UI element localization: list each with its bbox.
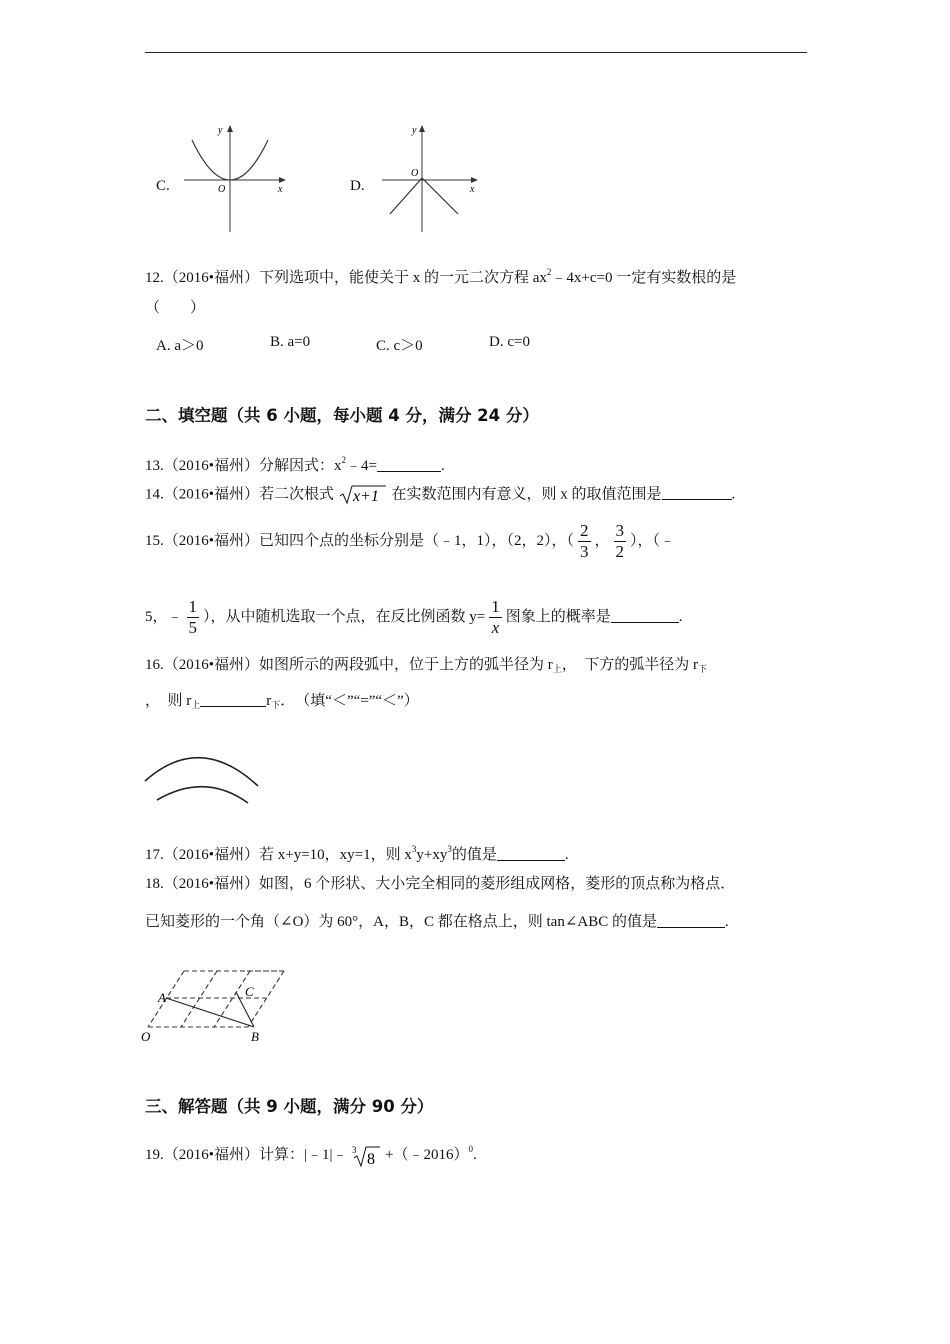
sqrt-expression [338,484,388,506]
option-d-label: D. [350,178,365,194]
question-17: 17.（2016•福州）若 x+y=10，xy=1，则 $x^3y+xy^3$的值是 . [145,844,569,863]
answer-blank [662,485,732,500]
q12-option-c: C. c＞0 [376,338,423,354]
question-15-line-1: 15.（2016•福州）已知四个点的坐标分别是（﹣1，1），（2，2），（ $\frac{2}{3}$ ， $\frac{3}{2}$ ），（﹣ [145,521,676,562]
fraction-3-2: $\frac{3}{2}$ [615,521,625,562]
question-12: 12.（2016•福州）下列选项中，能使关于 x 的一元二次方程 $ax^2﹣4x+c=0$ 一定有实数根的是 [145,267,737,286]
answer-blank [200,692,266,707]
answer-blank [377,457,441,472]
q12-option-d: D. c=0 [489,334,530,350]
section-2-title: 二、填空题（共 6 小题，每小题 4 分，满分 24 分） [145,406,539,425]
graph-d-x-label: x [470,184,475,195]
question-16-line-1: 16.（2016•福州）如图所示的两段弧中，位于上方的弧半径为 $r_上$， 下方的弧半径为 $r_下$ [145,657,708,674]
graph-c-origin: O [218,184,226,195]
answer-blank [611,608,679,623]
graph-d-vshape [378,122,488,234]
point-a-label: A [158,990,166,1005]
graph-d-origin: O [411,168,419,179]
two-arcs-figure [140,744,265,806]
svg-text:x+1: x+1 [352,488,379,505]
q12-option-a: A. a＞0 [156,338,204,354]
fraction-2-3: $\frac{2}{3}$ [580,521,589,562]
fraction-1-5: $\frac{1}{5}$ [188,597,198,638]
rhombus-grid-figure [138,962,296,1048]
cube-root-expression [351,1144,381,1168]
point-b-label: B [251,1029,259,1044]
question-18-line-1: 18.（2016•福州）如图，6 个形状、大小完全相同的菱形组成网格，菱形的顶点称为格点． [145,876,736,892]
graph-c-y-label: y [218,125,223,136]
graph-c-x-label: x [278,184,283,195]
svg-text:3: 3 [352,1144,357,1155]
q12-option-b: B. a=0 [270,334,311,350]
question-12-paren: （ ） [145,300,206,316]
question-18-line-2: 已知菱形的一个角（∠O）为 60°，A，B，C 都在格点上，则 tan∠ABC 的值是 . [145,914,729,930]
question-14: 14.（2016•福州）若二次根式 x+1 在实数范围内有意义，则 x 的取值范围是 . [145,484,735,506]
graph-c-parabola [180,122,290,234]
fraction-1-x: $\frac{1}{x}$ [491,597,500,638]
answer-blank [657,913,725,928]
question-15-line-2: 5，﹣ $\frac{1}{5}$ ），从中随机选取一个点，在反比例函数 y= $\frac{1}{x}$ 图象上的概率是 . [145,597,683,638]
option-c-label: C. [156,178,170,194]
point-c-label: C [245,984,254,999]
header-rule [145,52,807,53]
section-3-title: 三、解答题（共 9 小题，满分 90 分） [145,1097,434,1116]
svg-text:8: 8 [367,1150,376,1168]
question-13: 13.（2016•福州）分解因式：$x^2﹣4=$ . [145,455,445,474]
answer-blank [497,846,565,861]
graph-d-y-label: y [412,125,417,136]
point-o-label: O [141,1029,151,1044]
question-16-line-2: ， 则 $r_上$ $r_下$． （填“＜”“=”“＜”） [145,693,419,710]
question-19: 19.（2016•福州）计算：|﹣1|﹣ 3 8 +（﹣2016）$^0$. [145,1144,477,1168]
